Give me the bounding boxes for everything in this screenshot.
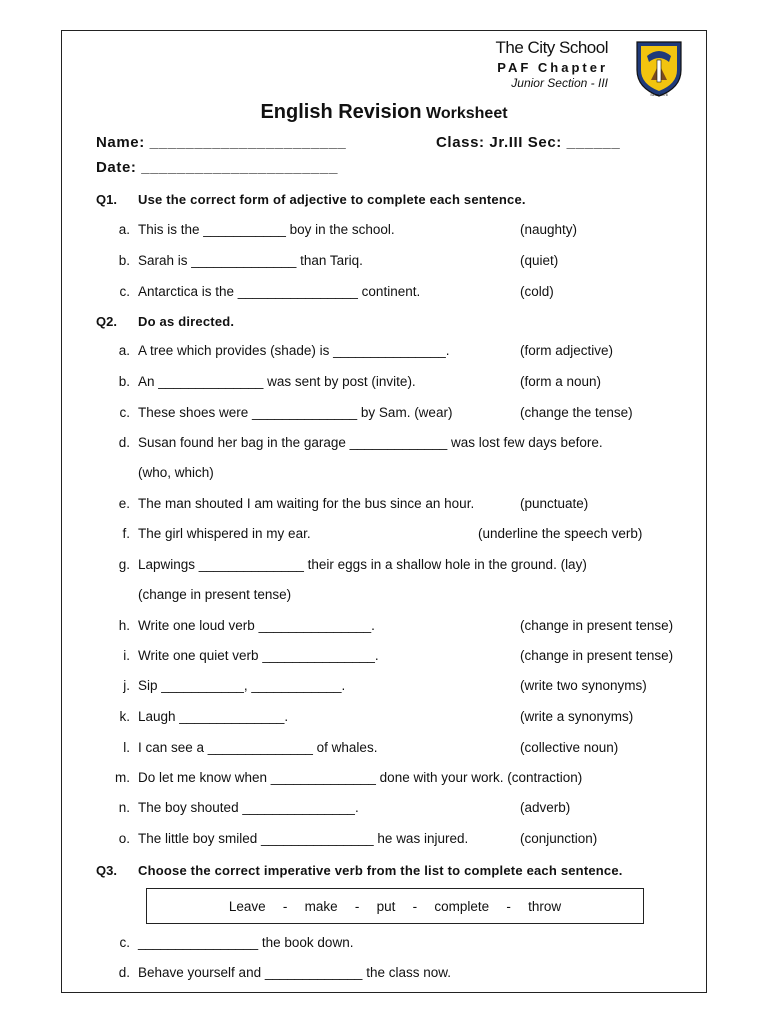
q2-item-continuation: (who, which) bbox=[138, 465, 214, 480]
q2-item-letter: i. bbox=[123, 648, 130, 663]
date-field[interactable]: Date: ______________________ bbox=[96, 159, 339, 176]
title-sub: Worksheet bbox=[426, 105, 508, 122]
q2-item-text[interactable]: The man shouted I am waiting for the bus since an hour. bbox=[138, 496, 475, 511]
school-logo-icon bbox=[633, 36, 685, 98]
q2-item-letter: k. bbox=[119, 709, 130, 724]
q3-instruction: Choose the correct imperative verb from the list to complete each sentence. bbox=[138, 863, 623, 878]
school-name: The City School bbox=[495, 38, 608, 57]
q3-number: Q3. bbox=[96, 863, 117, 878]
q2-item-hint: (collective noun) bbox=[520, 740, 619, 755]
worksheet-title bbox=[0, 101, 768, 124]
word-list-box bbox=[146, 888, 644, 924]
q1-item-letter: c. bbox=[119, 284, 130, 299]
title-main: English Revision bbox=[260, 101, 422, 123]
q2-item-letter: n. bbox=[118, 800, 130, 815]
q3-item-letter: d. bbox=[118, 965, 130, 980]
q2-item-text[interactable]: The little boy smiled _______________ he was injured. bbox=[138, 831, 469, 846]
q1-item-text[interactable]: Sarah is ______________ than Tariq. bbox=[138, 253, 363, 268]
q2-item-letter: h. bbox=[118, 618, 130, 633]
q1-number: Q1. bbox=[96, 192, 117, 207]
q2-item-text[interactable]: Write one quiet verb _______________. bbox=[138, 648, 379, 663]
q2-item-hint: (write two synonyms) bbox=[520, 678, 647, 693]
q2-item-text[interactable]: Sip ___________, ____________. bbox=[138, 678, 346, 693]
q2-item-text[interactable]: Lapwings ______________ their eggs in a shallow hole in the ground. (lay) bbox=[138, 557, 587, 572]
q2-item-hint: (change in present tense) bbox=[520, 618, 674, 633]
q2-item-letter: m. bbox=[115, 770, 130, 785]
q2-item-text[interactable]: Laugh ______________. bbox=[138, 709, 289, 724]
q2-item-letter: l. bbox=[123, 740, 130, 755]
q2-item-letter: j. bbox=[123, 678, 130, 693]
q2-item-hint: (change the tense) bbox=[520, 405, 633, 420]
word-list: Leave - make - put - complete - throw bbox=[228, 898, 562, 914]
q1-item-text[interactable]: Antarctica is the ________________ continent. bbox=[138, 284, 421, 299]
q2-item-hint: (underline the speech verb) bbox=[478, 526, 643, 541]
name-field[interactable]: Name: ______________________ bbox=[96, 134, 347, 151]
q3-item-letter: c. bbox=[119, 935, 130, 950]
q2-item-text[interactable]: These shoes were ______________ by Sam. (wear) bbox=[138, 405, 453, 420]
q2-item-letter: g. bbox=[118, 557, 130, 572]
q2-item-letter: c. bbox=[119, 405, 130, 420]
logo-caption: Since 1978 bbox=[650, 93, 668, 97]
chapter-name: PAF Chapter bbox=[497, 60, 608, 75]
q2-item-letter: d. bbox=[118, 435, 130, 450]
q2-item-hint: (change in present tense) bbox=[520, 648, 674, 663]
q2-item-letter: b. bbox=[118, 374, 130, 389]
q1-item-hint: (naughty) bbox=[520, 222, 578, 237]
q1-instruction: Use the correct form of adjective to complete each sentence. bbox=[138, 192, 526, 207]
q1-item-letter: b. bbox=[118, 253, 130, 268]
class-field[interactable]: Class: Jr.III Sec: ______ bbox=[436, 134, 621, 151]
q2-item-text[interactable]: Write one loud verb _______________. bbox=[138, 618, 375, 633]
q2-item-text[interactable]: A tree which provides (shade) is _______________. bbox=[138, 343, 450, 358]
q2-item-text[interactable]: The boy shouted _______________. bbox=[138, 800, 359, 815]
q3-item-text[interactable]: Behave yourself and _____________ the class now. bbox=[138, 965, 451, 980]
q2-instruction: Do as directed. bbox=[138, 314, 235, 329]
q2-item-hint: (write a synonyms) bbox=[520, 709, 634, 724]
q2-item-hint: (form adjective) bbox=[520, 343, 614, 358]
q1-item-letter: a. bbox=[118, 222, 130, 237]
q2-number: Q2. bbox=[96, 314, 117, 329]
q2-item-letter: o. bbox=[118, 831, 130, 846]
q2-item-hint: (conjunction) bbox=[520, 831, 598, 846]
q2-item-letter: e. bbox=[118, 496, 130, 511]
q2-item-continuation: (change in present tense) bbox=[138, 587, 292, 602]
school-header bbox=[496, 38, 609, 90]
q1-item-hint: (quiet) bbox=[520, 253, 559, 268]
q3-item-text[interactable]: ________________ the book down. bbox=[138, 935, 354, 950]
q2-item-hint: (adverb) bbox=[520, 800, 571, 815]
section-name: Junior Section - III bbox=[511, 76, 608, 90]
q1-item-text[interactable]: This is the ___________ boy in the school. bbox=[138, 222, 395, 237]
q2-item-letter: a. bbox=[118, 343, 130, 358]
q2-item-text[interactable]: An ______________ was sent by post (invite). bbox=[138, 374, 416, 389]
q2-item-hint: (form a noun) bbox=[520, 374, 602, 389]
q2-item-letter: f. bbox=[122, 526, 130, 541]
q2-item-text[interactable]: Susan found her bag in the garage _____________ was lost few days before. bbox=[138, 435, 603, 450]
q2-item-text[interactable]: I can see a ______________ of whales. bbox=[138, 740, 378, 755]
q1-item-hint: (cold) bbox=[520, 284, 554, 299]
q2-item-text[interactable]: Do let me know when ______________ done with your work. (contraction) bbox=[138, 770, 583, 785]
q2-item-hint: (punctuate) bbox=[520, 496, 589, 511]
q2-item-text[interactable]: The girl whispered in my ear. bbox=[138, 526, 311, 541]
